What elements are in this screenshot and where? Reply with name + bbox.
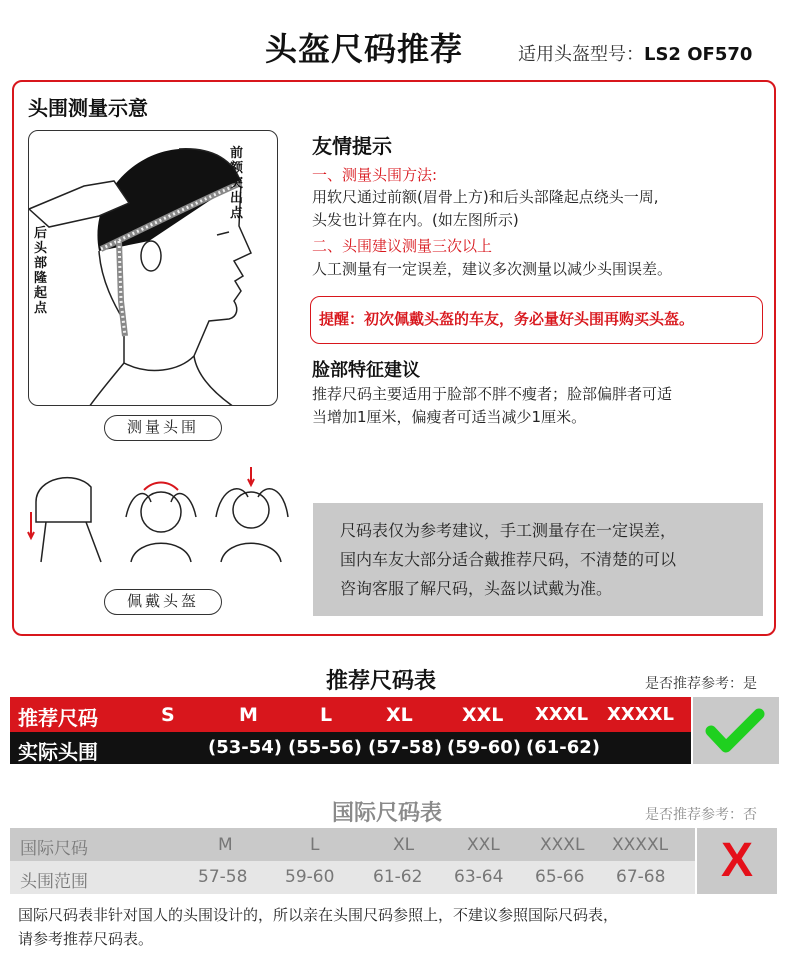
tip1-line1: 用软尺通过前额(眉骨上方)和后头部隆起点绕头一周, — [312, 188, 659, 206]
tip1-title: 一、测量头围方法: — [312, 166, 438, 184]
recommended-mark-cell — [693, 697, 779, 764]
face-section-title: 脸部特征建议 — [312, 360, 420, 381]
page-title: 头盔尺码推荐 — [265, 30, 464, 68]
face-line2: 当增加1厘米，偏瘦者可适当减少1厘米。 — [312, 408, 587, 426]
note-line: 国内车友大部分适合戴推荐尺码，不清楚的可以 — [340, 550, 677, 569]
wear-helmet-illustration — [26, 462, 296, 574]
note-box — [313, 503, 763, 616]
intl-size-cell: XL — [393, 835, 415, 855]
front-point-label: 前额突出点 — [230, 146, 244, 221]
intl-size-cell: XXXL — [540, 835, 585, 855]
face-line1: 推荐尺码主要适用于脸部不胖不瘦者；脸部偏胖者可适 — [312, 385, 673, 403]
size-cell: M — [239, 704, 258, 726]
footer-line2: 请参考推荐尺码表。 — [18, 930, 154, 948]
range-cell: (57-58) — [368, 737, 443, 758]
range-cell: (55-56) — [288, 737, 363, 758]
range-cell: (53-54) — [208, 737, 283, 758]
intl-size-cell: M — [218, 835, 233, 855]
tips-title: 友情提示 — [312, 134, 392, 158]
size-cell: XXXXL — [607, 704, 674, 725]
model-label-text: 适用头盔型号： — [518, 44, 644, 65]
intl-range-cell: 65-66 — [535, 867, 585, 887]
range-cell: (61-62) — [526, 737, 601, 758]
intl-size-cell: XXXXL — [612, 835, 669, 855]
measure-section-title: 头围测量示意 — [28, 96, 148, 120]
size-cell: XXXL — [535, 704, 589, 725]
intl-size-cell: L — [310, 835, 320, 855]
footer-note — [18, 903, 778, 951]
tip2-line1: 人工测量有一定误差，建议多次测量以减少头围误差。 — [312, 260, 673, 278]
size-cell: XXL — [462, 704, 504, 726]
size-cell: L — [320, 704, 333, 726]
model-value: LS2 OF570 — [644, 44, 753, 65]
recommended-ref-label: 是否推荐参考：是 — [645, 676, 757, 692]
warning-box: 提醒：初次佩戴头盔的车友，务必量好头围再购买头盔。 — [310, 296, 763, 344]
intl-range-cell: 57-58 — [198, 867, 248, 887]
intl-range-cell: 59-60 — [285, 867, 335, 887]
recommended-size-row — [10, 697, 691, 732]
international-size-row — [10, 828, 695, 861]
wear-caption: 佩戴头盔 — [104, 589, 222, 615]
range-header-cell: 实际头围 — [18, 740, 98, 764]
intl-range-cell: 63-64 — [454, 867, 504, 887]
wear-helmet-drawing — [26, 462, 296, 574]
international-ref-label: 是否推荐参考：否 — [645, 807, 757, 823]
check-icon — [693, 697, 779, 764]
size-header-cell: 推荐尺码 — [18, 706, 98, 730]
size-cell: S — [161, 704, 175, 726]
recommended-table-title: 推荐尺码表 — [326, 669, 437, 694]
note-line: 尺码表仅为参考建议，手工测量存在一定误差， — [340, 521, 677, 540]
range-cell: (59-60) — [447, 737, 522, 758]
tip2-title: 二、头围建议测量三次以上 — [312, 237, 493, 255]
intl-size-header-cell: 国际尺码 — [20, 839, 88, 859]
footer-line1: 国际尺码表非针对国人的头围设计的，所以亲在头围尺码参照上，不建议参照国际尺码表， — [18, 906, 619, 924]
back-point-label: 后头部隆起点 — [34, 226, 48, 316]
intl-range-cell: 67-68 — [616, 867, 666, 887]
intl-range-cell: 61-62 — [373, 867, 423, 887]
size-cell: XL — [386, 704, 413, 726]
measure-caption: 测量头围 — [104, 415, 222, 441]
international-mark-cell — [697, 828, 777, 894]
model-label — [518, 40, 752, 66]
international-table-title: 国际尺码表 — [332, 801, 443, 826]
x-icon: X — [720, 834, 753, 887]
intl-range-header-cell: 头围范围 — [20, 872, 88, 892]
international-range-row — [10, 861, 695, 894]
intl-size-cell: XXL — [467, 835, 500, 855]
tip1-line2: 头发也计算在内。(如左图所示) — [312, 211, 519, 229]
note-line: 咨询客服了解尺码，头盔以试戴为准。 — [340, 579, 613, 598]
